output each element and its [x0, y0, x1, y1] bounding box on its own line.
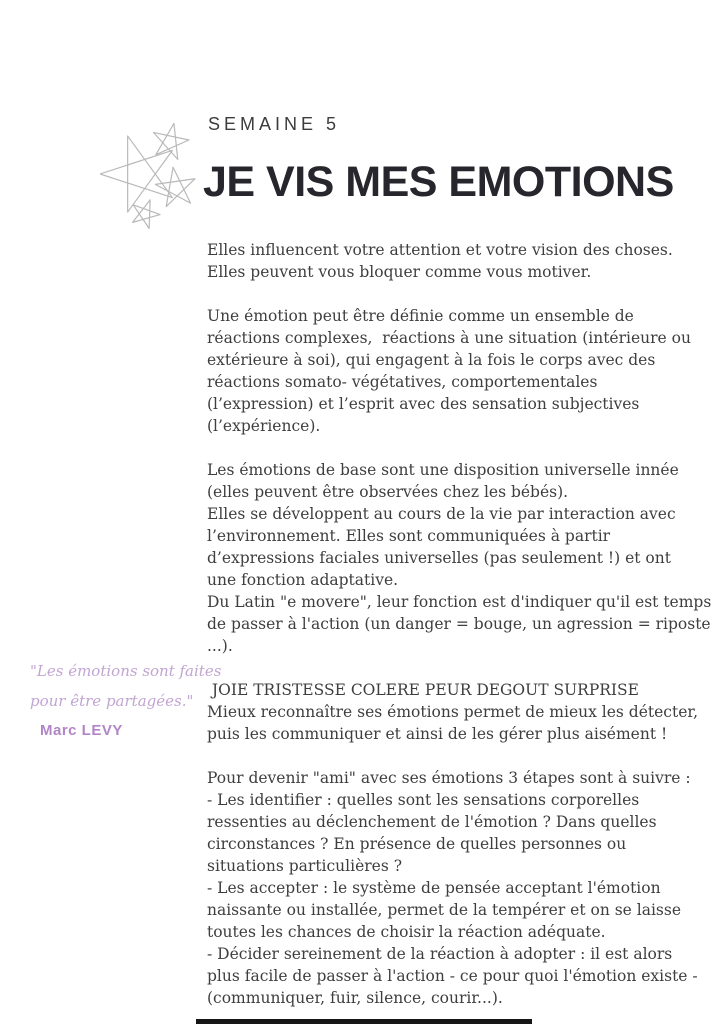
text-line: (elles peuvent être observées chez les bébés).: [207, 483, 569, 501]
text-line: une fonction adaptative.: [207, 571, 399, 589]
text-line: Une émotion peut être définie comme un ensemble de: [207, 307, 634, 325]
text-line: réactions somato- végétatives, comportementales: [207, 373, 598, 391]
paragraph: [207, 239, 711, 283]
text-line: Elles influencent votre attention et votre vision des choses.: [207, 241, 673, 259]
quote-attribution: Marc LEVY: [40, 722, 123, 739]
text-line: Pour devenir "ami" avec ses émotions 3 étapes sont à suivre :: [207, 769, 691, 787]
text-line: circonstances ? En présence de quelles personnes ou: [207, 835, 627, 853]
text-line: réactions complexes, réactions à une situation (intérieure ou: [207, 329, 691, 347]
text-line: Mieux reconnaître ses émotions permet de mieux les détecter,: [207, 703, 698, 721]
text-line: Du Latin "e movere", leur fonction est d'indiquer qu'il est temps: [207, 593, 712, 611]
stars-doodle-icon: [100, 112, 200, 232]
text-line: (communiquer, fuir, silence, courir...).: [207, 989, 503, 1007]
paragraph: [207, 679, 711, 745]
paragraph: [207, 459, 711, 657]
text-line: ressenties au déclenchement de l'émotion ? Dans quelles: [207, 813, 657, 831]
paragraph: [207, 767, 711, 1009]
section-kicker: SEMAINE 5: [208, 114, 341, 134]
text-line: toutes les chances de choisir la réaction adéquate.: [207, 923, 606, 941]
text-line: JOIE TRISTESSE COLERE PEUR DEGOUT SURPRISE: [207, 681, 639, 699]
quote-line: "Les émotions sont faites: [30, 662, 222, 680]
text-line: plus facile de passer à l'action - ce pour quoi l'émotion existe -: [207, 967, 698, 985]
text-line: (l’expression) et l’esprit avec des sensation subjectives: [207, 395, 640, 413]
text-line: Les émotions de base sont une disposition universelle innée: [207, 461, 679, 479]
text-line: naissante ou installée, permet de la tempérer et on se laisse: [207, 901, 682, 919]
text-line: extérieure à soi), qui engagent à la fois le corps avec des: [207, 351, 656, 369]
text-line: de passer à l'action (un danger = bouge, un agression = riposte: [207, 615, 711, 633]
text-line: - Les identifier : quelles sont les sensations corporelles: [207, 791, 640, 809]
text-line: situations particulières ?: [207, 857, 403, 875]
text-line: Elles se développent au cours de la vie par interaction avec: [207, 505, 676, 523]
page-title: JE VIS MES EMOTIONS: [203, 158, 674, 206]
text-line: Elles peuvent vous bloquer comme vous motiver.: [207, 263, 592, 281]
quote-line: pour être partagées.": [30, 692, 194, 710]
sidebar-quote: [30, 656, 222, 739]
text-line: l’environnement. Elles sont communiquées à partir: [207, 527, 611, 545]
text-line: - Les accepter : le système de pensée acceptant l'émotion: [207, 879, 661, 897]
page-bottom-crop-bar: [196, 1019, 532, 1024]
paragraph: [207, 305, 711, 437]
text-line: puis les communiquer et ainsi de les gérer plus aisément !: [207, 725, 668, 743]
body-text: [207, 239, 711, 1009]
text-line: (l’expérience).: [207, 417, 321, 435]
text-line: ...).: [207, 637, 233, 655]
text-line: - Décider sereinement de la réaction à adopter : il est alors: [207, 945, 673, 963]
text-line: d’expressions faciales universelles (pas seulement !) et ont: [207, 549, 671, 567]
